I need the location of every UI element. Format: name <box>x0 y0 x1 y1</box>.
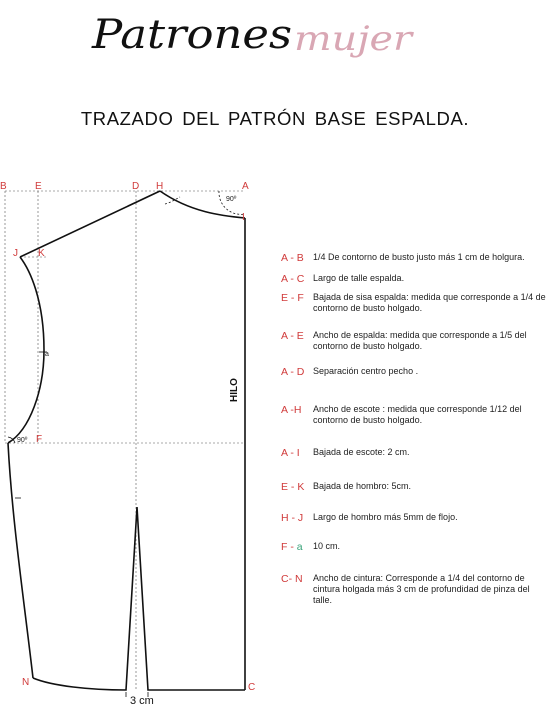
logo-main-text: Patrones <box>90 12 292 58</box>
angle-side-label: 90º <box>17 437 28 444</box>
legend-text: Ancho de escote : medida que corresponde 1/12 del contorno de busto holgado. <box>313 404 522 425</box>
legend-key-a: a <box>296 541 303 553</box>
legend-key: H - J <box>281 512 304 524</box>
legend-text: Largo de talle espalda. <box>313 273 405 283</box>
legend-key: C- N <box>281 573 303 585</box>
label-H: H <box>156 181 164 192</box>
label-I: I <box>242 212 245 223</box>
legend-text: 10 cm. <box>313 541 341 551</box>
label-a: a <box>45 351 49 358</box>
label-N: N <box>22 677 30 688</box>
label-D: D <box>132 181 140 192</box>
label-E: E <box>35 181 42 192</box>
legend-text: Bajada de escote: 2 cm. <box>313 447 410 457</box>
legend-text: Largo de hombro más 5mm de flojo. <box>313 512 458 522</box>
label-B: B <box>0 181 7 192</box>
label-J: J <box>13 248 18 259</box>
legend-text: Bajada de hombro: 5cm. <box>313 481 412 491</box>
side-seam-line <box>8 443 33 678</box>
legend-key-sep: - <box>287 541 297 553</box>
legend-key: A - E <box>281 330 304 342</box>
legend-key-f: F <box>281 541 288 553</box>
legend-key: A - I <box>281 447 300 459</box>
legend-text: 1/4 De contorno de busto justo más 1 cm de holgura. <box>313 252 525 262</box>
legend-key: A - B <box>281 252 304 264</box>
armhole-curve <box>8 257 44 443</box>
legend-key: A - C <box>281 273 305 285</box>
label-A: A <box>242 181 249 192</box>
legend-key: E - K <box>281 481 305 493</box>
label-C: C <box>248 682 256 693</box>
pattern-marks <box>8 191 245 697</box>
pattern-outline <box>8 191 245 690</box>
logo-accent-text: mujer <box>294 19 415 59</box>
dart-width-label: 3 cm <box>130 695 154 707</box>
label-F: F <box>36 434 43 445</box>
legend-text: Bajada de sisa espalda: medida que corresponde a 1/4 de contorno de busto holgado. <box>313 292 546 313</box>
waist-line <box>33 507 245 690</box>
back-pattern-diagram <box>0 170 550 707</box>
page-title: TRAZADO DEL PATRÓN BASE ESPALDA. <box>80 108 470 129</box>
grain-line-label: HILO <box>229 378 240 402</box>
angle-top-label: 90º <box>226 196 237 203</box>
legend-text: Ancho de cintura: Corresponde a 1/4 del contorno de cintura holgada más 3 cm de profundidad de pinza del talle. <box>313 573 530 605</box>
brand-logo <box>0 0 550 70</box>
legend-key: E - F <box>281 292 304 304</box>
label-K: K <box>38 248 45 259</box>
legend-key: A -H <box>281 404 302 416</box>
legend-text: Ancho de espalda: medida que corresponde a 1/5 del contorno de busto holgado. <box>313 330 527 351</box>
legend-text: Separación centro pecho . <box>313 366 419 376</box>
legend-key: A - D <box>281 366 305 378</box>
